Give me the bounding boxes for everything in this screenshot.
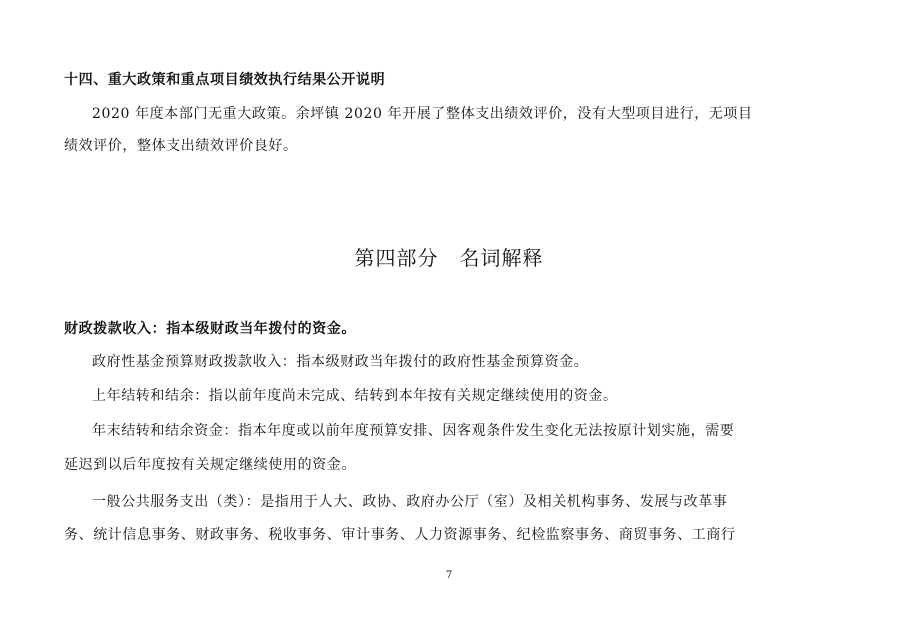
- term-general-public-services-line-1: 一般公共服务支出（类）：是指用于人大、政协、政府办公厅（室）及相关机构事务、发展与改革事: [92, 494, 728, 510]
- term-year-end-carryover-line-2: 延迟到以后年度按有关规定继续使用的资金。: [64, 457, 356, 473]
- section-14-paragraph-line-1: 2020 年度本部门无重大政策。余坪镇 2020 年开展了整体支出绩效评价，没有大型项目进行，无项目: [92, 106, 753, 122]
- term-general-public-services-line-2: 务、统计信息事务、财政事务、税收事务、审计事务、人力资源事务、纪检监察事务、商贸事务、工商行: [64, 527, 736, 543]
- term-government-fund-budget-income: 政府性基金预算财政拨款收入：指本级财政当年拨付的政府性基金预算资金。: [92, 354, 589, 370]
- term-fiscal-allocation-income: 财政拨款收入：指本级财政当年拨付的资金。: [64, 321, 356, 337]
- page-number: 7: [445, 570, 453, 581]
- section-14-paragraph-line-2: 绩效评价，整体支出绩效评价良好。: [64, 138, 298, 154]
- term-year-end-carryover-line-1: 年末结转和结余资金：指本年度或以前年度预算安排、因客观条件发生变化无法按原计划实施，需要: [92, 423, 735, 439]
- term-prior-year-carryover: 上年结转和结余：指以前年度尚未完成、结转到本年按有关规定继续使用的资金。: [92, 388, 618, 404]
- section-14-heading: 十四、重大政策和重点项目绩效执行结果公开说明: [64, 72, 386, 88]
- part-4-title: 第四部分 名词解释: [354, 246, 544, 270]
